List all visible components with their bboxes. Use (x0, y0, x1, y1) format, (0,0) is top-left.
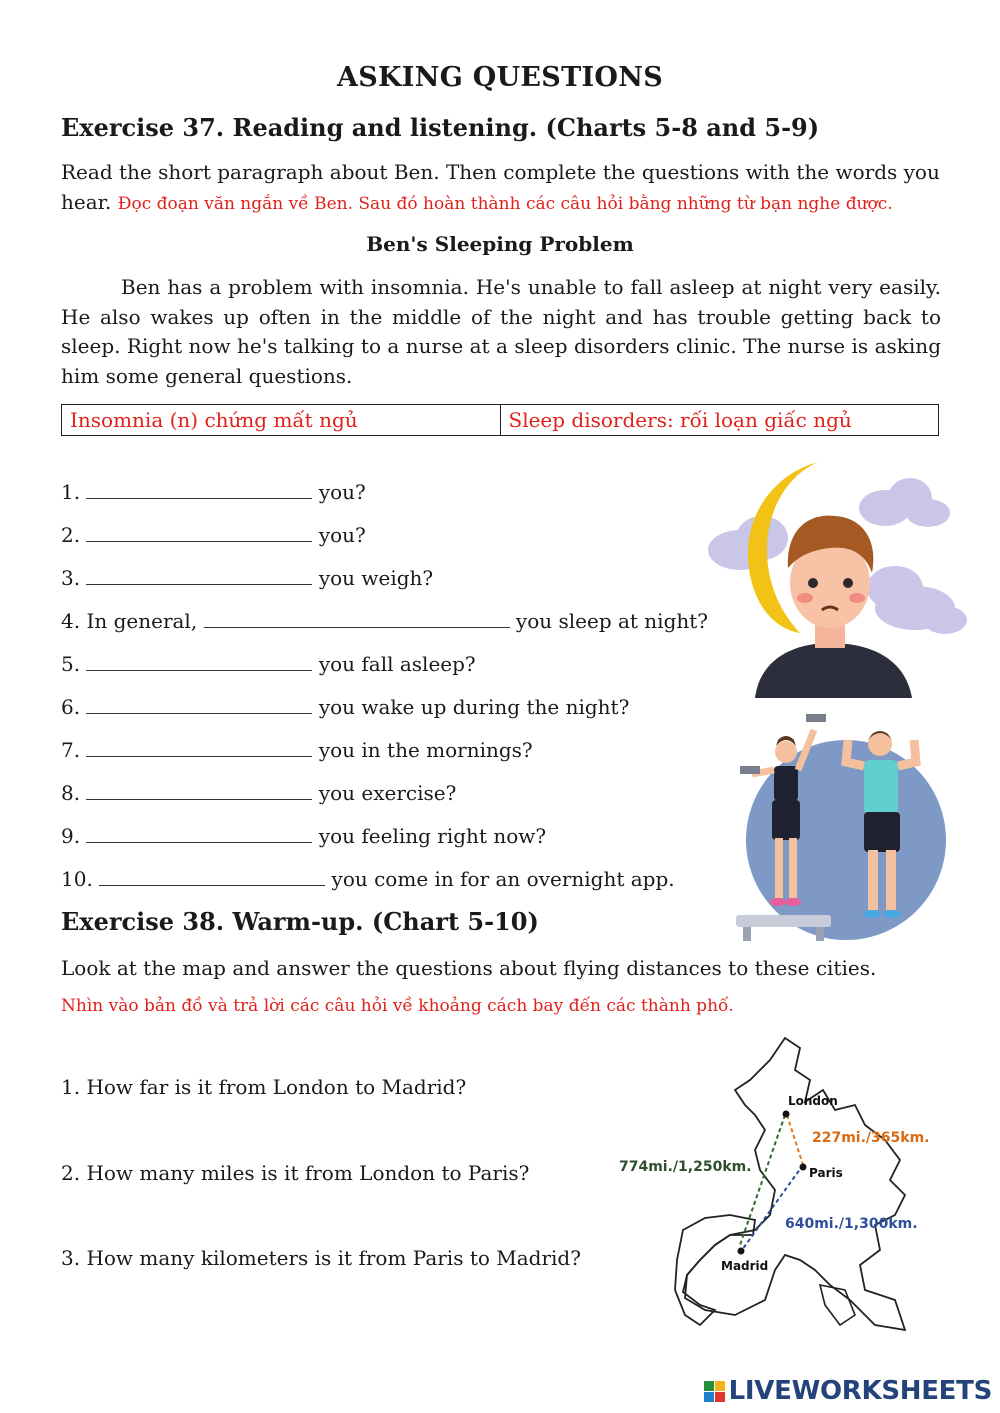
distance-london-paris: 227mi./365km. (812, 1130, 930, 1146)
question-text: you? (318, 523, 366, 547)
question-10 (61, 867, 675, 891)
question-number: 2. (61, 523, 81, 547)
distance-london-madrid: 774mi./1,250km. (619, 1159, 752, 1175)
answer-blank[interactable] (86, 695, 312, 714)
vocab-cell-sleep-disorders: Sleep disorders: rối loạn giấc ngủ (500, 405, 939, 436)
answer-blank[interactable] (86, 566, 312, 585)
vocab-cell-insomnia: Insomnia (n) chứng mất ngủ (62, 405, 501, 436)
question-number: 7. (61, 738, 81, 762)
question-text: you come in for an overnight app. (331, 867, 675, 891)
page-title: ASKING QUESTIONS (336, 62, 664, 93)
exercise-37-instruction (61, 158, 941, 219)
question-number: 6. (61, 695, 81, 719)
question-prefix: In general, (86, 609, 198, 633)
question-1 (61, 480, 366, 504)
london-label: London (788, 1094, 838, 1108)
map-question-1: 1. How far is it from London to Madrid? (61, 1075, 467, 1099)
answer-blank[interactable] (86, 738, 312, 757)
sleepy-boy-illustration (700, 458, 970, 698)
instruction-text: Read the short paragraph about Ben. Then complete the questions with the words you hear. (61, 160, 940, 214)
distance-paris-madrid: 640mi./1,300km. (785, 1216, 918, 1232)
instruction-vi-text: Đọc đoạn văn ngắn về Ben. Sau đó hoàn thành các câu hỏi bằng những từ bạn nghe được. (117, 193, 893, 214)
question-3 (61, 566, 433, 590)
question-8 (61, 781, 456, 805)
question-number: 4. (61, 609, 81, 633)
exercise-38-instruction-vi: Nhìn vào bản đồ và trả lời các câu hỏi về khoảng cách bay đến các thành phố. (61, 996, 734, 1016)
story-paragraph: Ben has a problem with insomnia. He's unable to fall asleep at night very easily. He also wakes up often in the middle of the night and has trouble getting back to sleep. Right now he's talking to a nurse at a sleep disorders clinic. The nurse is asking him some general questions. (61, 275, 941, 388)
europe-outline (685, 1038, 905, 1330)
question-4 (61, 609, 708, 633)
madrid-marker (738, 1248, 745, 1255)
answer-blank[interactable] (86, 824, 312, 843)
answer-blank[interactable] (86, 781, 312, 800)
paris-marker (800, 1164, 807, 1171)
question-text: you weigh? (318, 566, 434, 590)
answer-blank[interactable] (86, 523, 312, 542)
question-2 (61, 523, 366, 547)
route-paris-madrid (742, 1165, 803, 1250)
story-title: Ben's Sleeping Problem (366, 232, 634, 256)
question-text: you wake up during the night? (318, 695, 630, 719)
answer-blank[interactable] (86, 652, 312, 671)
map-question-3: 3. How many kilometers is it from Paris to Madrid? (61, 1246, 581, 1270)
question-5 (61, 652, 476, 676)
question-text: you fall asleep? (318, 652, 476, 676)
question-number: 1. (61, 480, 81, 504)
route-london-paris (787, 1115, 803, 1165)
london-marker (783, 1111, 790, 1118)
exercise-38-instruction: Look at the map and answer the questions about flying distances to these cities. (61, 956, 877, 980)
answer-blank[interactable] (204, 609, 510, 628)
exercise-37-heading: Exercise 37. Reading and listening. (Charts 5-8 and 5-9) (61, 113, 820, 142)
question-7 (61, 738, 533, 762)
answer-blank[interactable] (86, 480, 312, 499)
question-text: you sleep at night? (515, 609, 709, 633)
answer-blank[interactable] (99, 867, 325, 886)
logo-mark-icon (704, 1381, 725, 1402)
question-number: 9. (61, 824, 81, 848)
question-6 (61, 695, 629, 719)
question-text: you feeling right now? (318, 824, 547, 848)
exercise-illustration (728, 710, 948, 950)
map-question-2: 2. How many miles is it from London to Paris? (61, 1161, 530, 1185)
question-number: 8. (61, 781, 81, 805)
question-text: you? (318, 480, 366, 504)
europe-map (605, 1030, 945, 1340)
madrid-label: Madrid (721, 1259, 769, 1273)
question-text: you in the mornings? (318, 738, 533, 762)
question-9 (61, 824, 546, 848)
question-number: 10. (61, 867, 93, 891)
question-text: you exercise? (318, 781, 457, 805)
vocab-table (61, 404, 939, 436)
paris-label: Paris (809, 1166, 843, 1180)
liveworksheets-logo[interactable] (704, 1376, 992, 1406)
exercise-38-heading: Exercise 38. Warm-up. (Chart 5-10) (61, 907, 539, 936)
question-number: 5. (61, 652, 81, 676)
question-number: 3. (61, 566, 81, 590)
logo-text: LIVEWORKSHEETS (728, 1376, 992, 1406)
